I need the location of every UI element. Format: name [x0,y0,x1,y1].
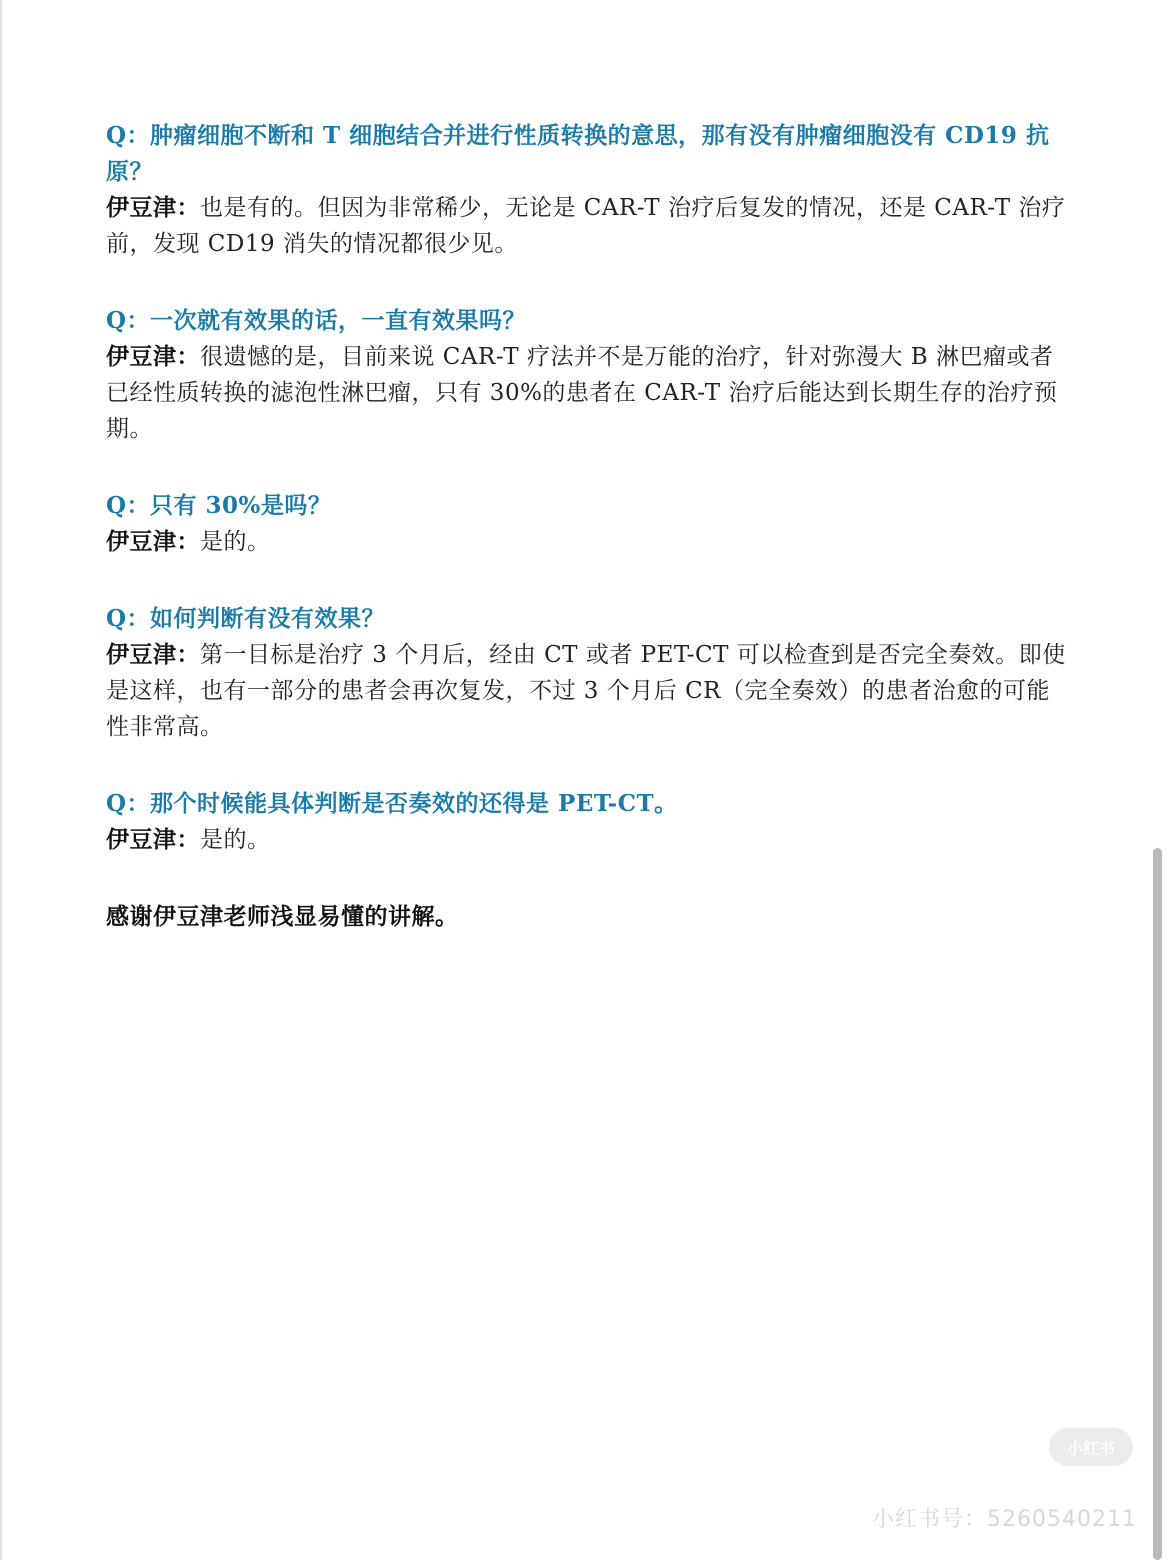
speaker-label: 伊豆津： [106,194,200,221]
answer-paragraph [106,190,1066,262]
question-text: Q：肿瘤细胞不断和 T 细胞结合并进行性质转换的意思，那有没有肿瘤细胞没有 CD19 抗原？ [106,122,1050,185]
qa-block [106,601,1066,745]
scrollbar-thumb[interactable] [1153,848,1162,1560]
qa-block [106,118,1066,262]
question-text: Q：如何判断有没有效果？ [106,605,386,632]
answer-paragraph [106,339,1066,447]
answer-text: 很遗憾的是，目前来说 CAR-T 疗法并不是万能的治疗，针对弥漫大 B 淋巴瘤或者已经性质转换的滤泡性淋巴瘤，只有 30%的患者在 CAR-T 治疗后能达到长期生存的治疗预期。 [106,344,1058,442]
xiaohongshu-logo-badge: 小红书 [1049,1428,1133,1466]
question-text: Q：只有 30%是吗？ [106,492,332,519]
speaker-label: 伊豆津： [106,528,200,555]
article-body [106,118,1066,935]
qa-block [106,303,1066,447]
speaker-label: 伊豆津： [106,641,200,668]
question-text: Q：那个时候能具体判断是否奏效的还得是 PET-CT。 [106,790,678,817]
closing-text: 感谢伊豆津老师浅显易懂的讲解。 [106,903,459,930]
account-watermark: 小红书号：5260540211 [872,1507,1137,1532]
answer-paragraph [106,524,1066,560]
answer-paragraph [106,822,1066,858]
answer-text: 也是有的。但因为非常稀少，无论是 CAR-T 治疗后复发的情况，还是 CAR-T 治疗前，发现 CD19 消失的情况都很少见。 [106,195,1066,257]
answer-text: 是的。 [200,529,271,555]
qa-block [106,488,1066,560]
speaker-label: 伊豆津： [106,826,200,853]
answer-text: 第一目标是治疗 3 个月后，经由 CT 或者 PET-CT 可以检查到是否完全奏效。即使是这样，也有一部分的患者会再次复发，不过 3 个月后 CR（完全奏效）的患者治愈的可能性非常高。 [106,642,1066,740]
qa-block [106,786,1066,858]
answer-text: 是的。 [200,827,271,853]
answer-paragraph [106,637,1066,745]
page-edge [0,0,2,1560]
speaker-label: 伊豆津： [106,343,200,370]
question-text: Q：一次就有效果的话，一直有效果吗？ [106,307,527,334]
